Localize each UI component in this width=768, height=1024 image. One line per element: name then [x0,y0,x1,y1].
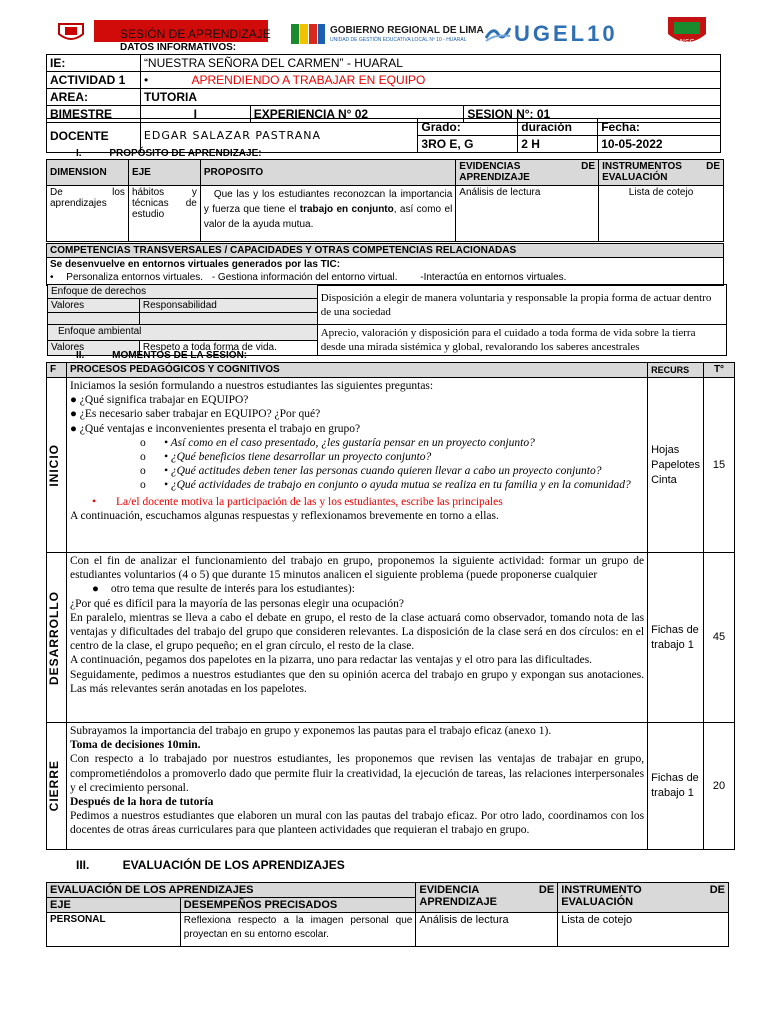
cie-p1: Subrayamos la importancia del trabajo en grupo y exponemos las pautas para el trabajo eficaz (anexo 1). [69,725,552,737]
info-table [46,54,721,123]
competencias-body [47,258,724,286]
valores-label-1: Valores [48,299,140,313]
cie-recursos: Fichas de trabajo 1 [648,723,704,850]
proposito-section: I. PROPÓSITO DE APRENDIZAJE: [76,148,262,159]
svg-text:NSC: NSC [679,38,695,46]
des-p1: Con el fin de analizar el funcionamiento del trabajo en grupo, proponemos la siguiente actividad: formar un grupo de estudiantes voluntarios (4 o 5) que durante 15 minutos analicen el siguiente problema (puede proponerse cualquier [69,555,645,582]
tic-item-1: Personaliza entornos virtuales. [66,272,204,283]
des-p3: En paralelo, mientras se lleva a cabo el debate en grupo, el resto de la clase actuará como observador, tomando nota de las ventajas y dificultades del trabajo del grupo que consideren relevantes. La disposición de la clase será en dos círculos: en el centro de la clase, el grupo pequeño; en el gran círculo, el resto de la clase. [69,611,645,653]
enfoques-table [47,284,727,356]
cie-h1: Toma de decisiones 10min. [69,739,201,752]
duracion-value: 2 H [518,136,598,153]
inicio-end: A continuación, escuchamos algunas respuestas y reflexionamos brevemente en torno a ellas. [69,509,499,522]
tic-item-3: -Interactúa en entornos virtuales. [420,272,567,283]
bimestre-label: BIMESTRE [47,106,141,123]
peru-shield-icon [56,22,86,44]
h-eval-eje: EJE [47,898,181,913]
inicio-label-cell [47,378,67,553]
h-f: F [47,363,67,378]
inicio-t: 15 [704,378,735,553]
banner-text: SESIÓN DE APRENDIZAJE [120,27,271,41]
inicio-label: INICIO [47,443,61,487]
valores-label-2: Valores [48,340,140,356]
actividad-value: APRENDIENDO A TRABAJAR EN EQUIPO [191,73,426,87]
valor-1: Responsabilidad [139,299,317,313]
enfoque-desc-2: Aprecio, valoración y disposición para el cuidado a toda forma de vida sobre la tierra desde una mirada sistémica y global, revalorando los saberes ancestrales [317,325,726,356]
gob-title: GOBIERNO REGIONAL DE LIMA [330,25,484,36]
des-bullet: ● otro tema que resulte de interés para los estudiantes): [91,583,355,596]
enfoque-derechos: Enfoque de derechos [48,285,318,299]
gob-regional-logo-icon [291,24,325,44]
inicio-sub-3-row: o • ¿Qué actitudes deben tener las personas cuando quieren llevar a cabo un proyecto conjunto? [139,465,602,478]
inicio-sub-2: • ¿Qué beneficios tiene desarrollar un proyecto conjunto? [163,451,432,464]
evaluacion-section: III. EVALUACIÓN DE LOS APRENDIZAJES [76,858,345,872]
inicio-content [66,378,647,553]
inicio-sub-4-row: o • ¿Qué actividades de trabajo en conjunto o ayuda mutua se realiza en tu familia y en la comunidad? [139,479,631,492]
h-proposito: PROPOSITO [200,160,455,186]
inicio-recursos: Hojas Papelotes Cinta [648,378,704,553]
h-t: T° [704,363,735,378]
h-recurs: RECURS [648,363,704,378]
inicio-red: La/el docente motiva la participación de las y los estudiantes, escribe las principales [115,495,503,508]
eval-desempeno: Reflexiona respecto a la imagen personal que proyectan en su entorno escolar. [180,913,416,947]
h-evidencia: EVIDENCIA DE APRENDIZAJE [416,883,558,913]
cierre-label-cell [47,723,67,850]
des-t: 45 [704,553,735,723]
des-recursos: Fichas de trabajo 1 [648,553,704,723]
eval-instrumento: Lista de cotejo [558,913,729,947]
ugel-wave-icon [485,24,511,42]
h-instrumento: INSTRUMENTO DE EVALUACIÓN [558,883,729,913]
datos-title: DATOS INFORMATIVOS: [120,42,237,53]
area-label: AREA: [47,89,141,106]
des-p5: Seguidamente, pedimos a nuestros estudiantes que den su opinión acerca del trabajo en grupo y expongan sus anotaciones. Las más relevantes serán anotadas en los papelotes. [69,668,645,695]
actividad-label: ACTIVIDAD 1 [47,72,141,89]
h-eje: EJE [128,160,200,186]
actividad-bullet: • [143,73,149,87]
area-value: TUTORIA [140,89,720,106]
competencias-table [46,243,724,286]
h-dimension: DIMENSION [47,160,129,186]
fecha-value: 10-05-2022 [598,136,721,153]
h-evidencias: EVIDENCIAS DE APRENDIZAJE [456,160,599,186]
inicio-q-2: ● ¿Es necesario saber trabajar en EQUIPO? ¿Por qué? [69,408,321,421]
inicio-red-row: • La/el docente motiva la participación de las y los estudiantes, escribe las principales [91,495,503,508]
duracion-label: duración [518,119,598,136]
proposito-value: Que las y los estudiantes reconozcan la importancia y fuerza que tiene el trabajo en conjunto, así como el valor de la ayuda mutua. [200,186,455,242]
enfoque-ambiental: Enfoque ambiental [48,325,318,341]
des-p4: A continuación, pegamos dos papelotes en la pizarra, uno para redactar las ventajas y el otro para las dificultades. [69,654,593,667]
tic-title: Se desenvuelve en entornos virtuales generados por las TIC: [50,259,341,270]
docente-value: EDGAR SALAZAR PASTRANA [140,119,417,153]
ie-label: IE: [47,55,141,72]
desarrollo-label: DESARROLLO [47,590,61,685]
inicio-intro: Iniciamos la sesión formulando a nuestros estudiantes las siguientes preguntas: [69,380,434,392]
docente-label: DOCENTE [47,119,141,153]
cie-h2: Después de la hora de tutoría [69,796,214,809]
eval-evidencia: Análisis de lectura [416,913,558,947]
sesion: SESION N°: 01 [464,106,721,123]
eval-eje: PERSONAL [47,913,181,947]
evidencias-value: Análisis de lectura [456,186,599,242]
school-crest-icon [664,14,710,50]
ie-value: “NUESTRA SEÑORA DEL CARMEN” - HUARAL [140,55,720,72]
dimension-value: De los aprendizajes [47,186,129,242]
inicio-q-3: ● ¿Qué ventajas e inconvenientes presenta el trabajo en grupo? [69,422,361,435]
grado-value: 3RO E, G [418,136,518,153]
inicio-sub-1: • Así como en el caso presentado, ¿les gustaría pensar en un proyecto conjunto? [163,436,535,449]
desarrollo-label-cell [47,553,67,723]
cie-t: 20 [704,723,735,850]
evaluacion-table [46,882,729,947]
eje-value: hábitos y técnicas de estudio [128,186,200,242]
proposito-table [46,159,724,242]
cie-p3: Pedimos a nuestros estudiantes que elaboren un mural con las pautas del trabajo eficaz. Por otro lado, coordinamos con los docentes de otras áreas curriculares para que planteen actividades que requieran el trabajo en grupo. [69,810,645,837]
h-desempenos: DESEMPEÑOS PRECISADOS [180,898,416,913]
inicio-sub-1-row: o • Así como en el caso presentado, ¿les gustaría pensar en un proyecto conjunto? [139,436,535,449]
momentos-section: II. MOMENTOS DE LA SESIÓN: [76,350,248,361]
ugel-logo: UGEL10 [514,21,618,46]
h-procesos: PROCESOS PEDAGÓGICOS Y COGNITIVOS [66,363,647,378]
des-p2: ¿Por qué es difícil para la mayoría de las personas elegir una ocupación? [69,597,404,610]
actividad-cell [140,72,720,89]
tic-list: • Personaliza entornos virtuales. - Gestiona información del entorno virtual. -Interactúa en entornos virtuales. [50,272,567,283]
inicio-q-1: ● ¿Qué significa trabajar en EQUIPO? [69,394,249,407]
cierre-label: CIERRE [47,760,61,812]
h-eval: EVALUACIÓN DE LOS APRENDIZAJES [47,883,416,898]
enfoque-desc-1: Disposición a elegir de manera voluntaria y responsable la propia forma de actuar dentro de una sociedad [317,285,726,325]
fecha-label: Fecha: [598,119,721,136]
cierre-content [66,723,647,850]
inicio-sub-4: • ¿Qué actividades de trabajo en conjunto o ayuda mutua se realiza en tu familia y en la comunidad? [163,479,631,492]
grado-label: Grado: [418,119,518,136]
desarrollo-content [66,553,647,723]
momentos-table [46,362,735,850]
h-instrumentos: INSTRUMENTOS DE EVALUACIÓN [599,160,724,186]
instrumentos-value: Lista de cotejo [599,186,724,242]
tic-item-2: - Gestiona información del entorno virtual. [211,272,398,283]
inicio-sub-2-row: o • ¿Qué beneficios tiene desarrollar un proyecto conjunto? [139,451,432,464]
inicio-sub-3: • ¿Qué actitudes deben tener las personas cuando quieren llevar a cabo un proyecto conjunto? [163,465,602,478]
experiencia: EXPERIENCIA N° 02 [250,106,464,123]
cie-p2: Con respecto a lo trabajado por nuestros estudiantes, les proponemos que revisen las ventajas de trabajar en grupo, comprometiéndolos a promoverlo dado que permite fluir la creatividad, la ejecución de tareas, las relaciones interpersonales y el crecimiento personal. [69,753,645,794]
gob-sub: UNIDAD DE GESTIÓN EDUCATIVA LOCAL Nº 10 - HUARAL [330,37,467,43]
bimestre-value: I [140,106,250,123]
valor-2: Respeto a toda forma de vida. [139,340,317,356]
header [0,0,768,60]
competencias-title: COMPETENCIAS TRANSVERSALES / CAPACIDADES Y OTRAS COMPETENCIAS RELACIONADAS [47,244,724,258]
